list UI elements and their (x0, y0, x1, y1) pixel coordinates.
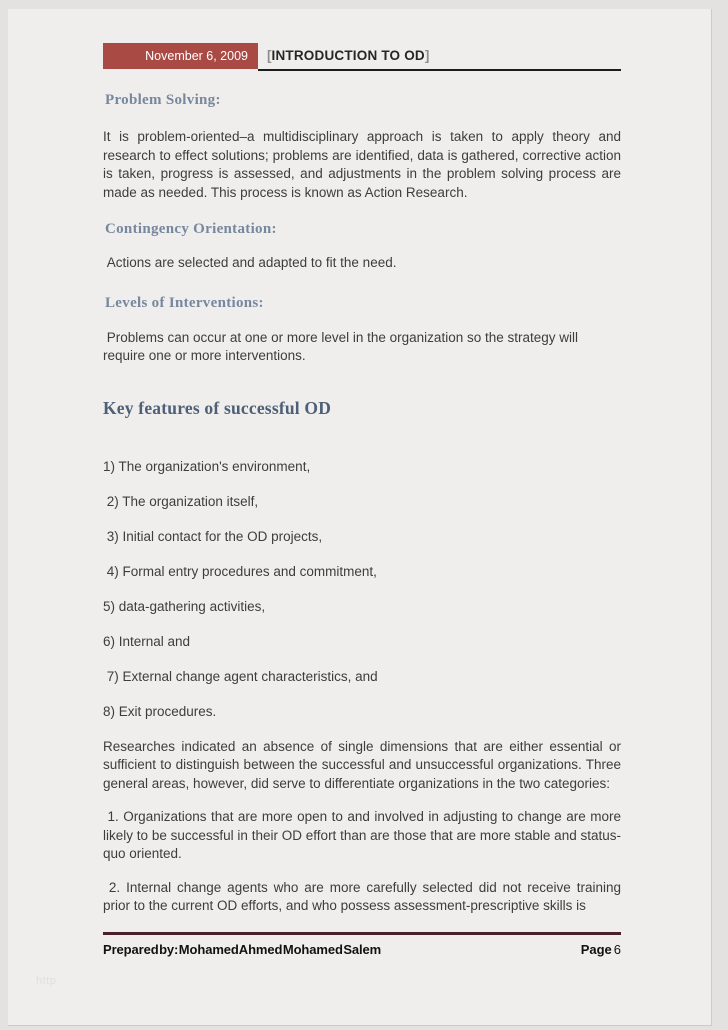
key-features-list (103, 458, 621, 721)
list-item: 8) Exit procedures. (103, 703, 217, 719)
header-date-badge: November 6, 2009 (103, 43, 258, 69)
paragraph-organizations-open-to-change: 1. Organizations that are more open to and involved in adjusting to change are more likely to be successful in their OD effort than are those that are more stable and status-quo oriented. (103, 809, 625, 861)
page-header (103, 43, 621, 71)
section-heading-contingency-orientation: Contingency Orientation: (105, 221, 277, 237)
footer-divider (103, 932, 621, 935)
page-label: Page (580, 941, 612, 957)
list-item: 1) The organization's environment, (103, 458, 311, 474)
list-item: 5) data-gathering activities, (103, 598, 266, 614)
page-number-value: 6 (613, 941, 621, 957)
header-title-wrap (258, 43, 621, 71)
heading-key-features: Key features of successful OD (103, 397, 332, 418)
title-close-bracket: ] (424, 48, 430, 63)
list-item: 7) External change agent characteristics, and (103, 668, 378, 684)
section-heading-problem-solving: Problem Solving: (105, 92, 221, 108)
title-open-bracket: [ (267, 48, 272, 63)
page-content (8, 9, 711, 957)
paragraph-internal-change-agents: 2. Internal change agents who are more carefully selected did not receive training prior to the current OD efforts, and who possess assessment-prescriptive skills is (103, 879, 625, 913)
list-item: 4) Formal entry procedures and commitment, (103, 563, 377, 579)
footer-page-number (581, 942, 621, 957)
list-item: 2) The organization itself, (103, 493, 259, 509)
paragraph-researches: Researches indicated an absence of single dimensions that are either essential or sufficient to distinguish between the successful and unsuccessful organizations. Three general areas, however, did serve to differentiate organizations in the two categories: (103, 738, 625, 791)
footer-prepared-by: Prepared by: Mohamed Ahmed Mohamed Salem (103, 941, 382, 957)
document-title: INTRODUCTION TO OD (271, 48, 425, 63)
paragraph-contingency-orientation: Actions are selected and adapted to fit the need. (103, 255, 397, 270)
section-heading-levels-of-interventions: Levels of Interventions: (105, 294, 264, 311)
document-page (8, 9, 712, 1026)
page-footer (103, 942, 621, 957)
paragraph-levels-of-interventions: Problems can occur at one or more level in the organization so the strategy will require one or more interventions. (103, 329, 582, 363)
list-item: 6) Internal and (103, 633, 191, 649)
watermark-text: http (36, 975, 57, 987)
paragraph-problem-solving: It is problem-oriented–a multidisciplinary approach is taken to apply theory and research to effect solutions; problems are identified, data is gathered, corrective action is taken, progress is assessed, and adjustments in the problem solving process are made as needed. This process is known as Action Research. (103, 129, 625, 200)
list-item: 3) Initial contact for the OD projects, (103, 528, 323, 544)
